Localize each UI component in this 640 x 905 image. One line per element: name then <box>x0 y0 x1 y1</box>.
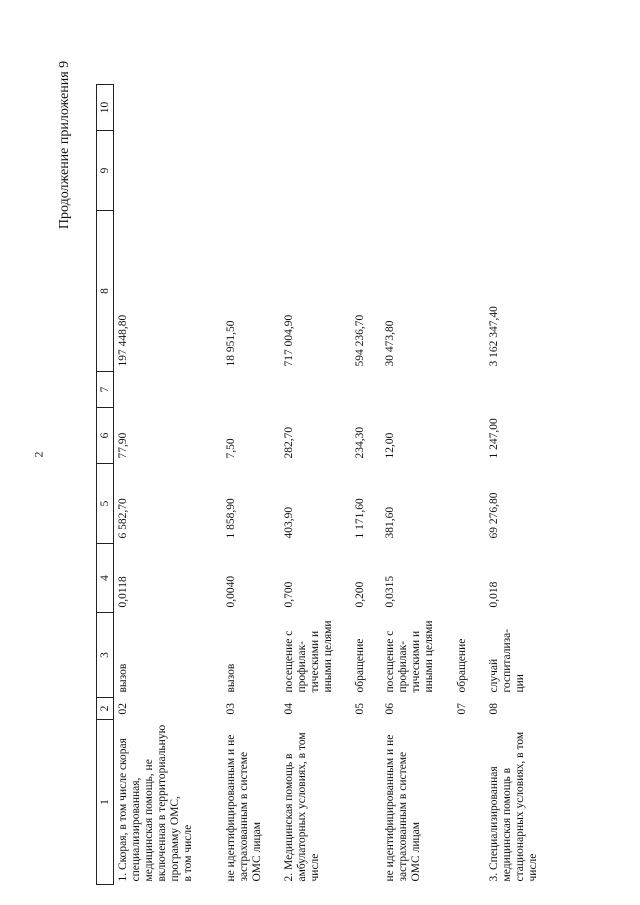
row-c8: 3 162 347,40 <box>487 306 500 367</box>
table-row <box>280 85 351 885</box>
row-c10 <box>280 85 351 131</box>
row-c9 <box>485 131 555 211</box>
col-header: 3 <box>97 613 114 698</box>
row-c4: 0,018 <box>487 581 500 608</box>
row-c4: 0,0315 <box>383 575 396 608</box>
row-c9 <box>381 131 453 211</box>
row-code: 05 <box>353 703 366 715</box>
row-c5: 1 171,60 <box>353 498 366 539</box>
row-name: 2. Медицинская помощь в амбулаторных условиях, в том числе <box>282 732 321 882</box>
col-header: 8 <box>97 211 114 372</box>
row-unit: вызов <box>117 663 129 693</box>
col-header: 9 <box>97 131 114 211</box>
row-c9 <box>114 131 222 211</box>
row-code: 03 <box>224 703 237 715</box>
col-header: 4 <box>97 544 114 613</box>
row-c7 <box>453 372 485 408</box>
row-c10 <box>485 85 555 131</box>
col-header: 2 <box>97 698 114 720</box>
row-c4 <box>453 544 485 613</box>
col-header: 5 <box>97 464 114 544</box>
table-row <box>485 85 555 885</box>
row-c5: 381,60 <box>383 506 396 539</box>
row-c6: 234,30 <box>353 426 366 459</box>
row-name: 3. Специализированная медицинская помощь в стационарных условиях, в том числе <box>487 731 539 882</box>
row-c8 <box>453 211 485 372</box>
row-c9 <box>280 131 351 211</box>
row-c8: 30 473,80 <box>383 320 396 367</box>
row-unit: обращение <box>353 638 366 693</box>
row-name <box>453 720 485 885</box>
row-c9 <box>351 131 381 211</box>
row-c5: 403,90 <box>282 506 295 539</box>
row-c7 <box>222 372 280 408</box>
row-c10 <box>114 85 222 131</box>
row-c4: 0,0118 <box>117 576 129 608</box>
row-c5: 1 858,90 <box>224 498 237 539</box>
row-c9 <box>222 131 280 211</box>
row-c6: 1 247,00 <box>487 418 500 459</box>
row-c8: 594 236,70 <box>353 314 366 367</box>
row-c5 <box>453 464 485 544</box>
row-c6: 77,90 <box>117 432 129 459</box>
row-c5: 69 276,80 <box>487 492 500 539</box>
row-c8: 18 951,50 <box>224 320 237 367</box>
row-code: 04 <box>282 703 295 715</box>
row-c10 <box>453 85 485 131</box>
row-unit: посещение с профилак-тическими и иными целями <box>282 620 334 693</box>
continuation-label: Продолжение приложения 9 <box>57 60 72 230</box>
row-c6 <box>453 408 485 464</box>
row-name: не идентифицированным и не застрахованным в системе ОМС лицам <box>383 734 422 882</box>
row-name <box>351 720 381 885</box>
row-name: 1. Скорая, в том числе скорая специализированная, медицинская помощь, не включенная в территориальную программу ОМС, <box>117 724 181 882</box>
row-c8: 197 448,80 <box>117 314 129 367</box>
row-c8: 717 004,90 <box>282 314 295 367</box>
row-c4: 0,0040 <box>224 575 237 608</box>
row-c7 <box>381 372 453 408</box>
table-row <box>453 85 485 885</box>
header-row <box>97 85 114 885</box>
row-c7 <box>114 372 222 408</box>
row-code: 06 <box>383 703 396 715</box>
row-c7 <box>485 372 555 408</box>
row-name-sub: в том числе <box>182 824 194 882</box>
row-c6: 12,00 <box>383 432 396 459</box>
row-c6: 7,50 <box>224 438 237 459</box>
row-code: 08 <box>487 703 500 715</box>
row-c7 <box>280 372 351 408</box>
row-c4: 0,200 <box>353 581 366 608</box>
col-header: 1 <box>97 720 114 885</box>
row-c9 <box>453 131 485 211</box>
row-c6: 282,70 <box>282 426 295 459</box>
row-c10 <box>222 85 280 131</box>
data-table <box>96 84 555 885</box>
col-header: 6 <box>97 408 114 464</box>
col-header: 10 <box>97 85 114 131</box>
row-code: 07 <box>455 703 468 715</box>
table-row <box>114 85 222 885</box>
row-c4: 0,700 <box>282 581 295 608</box>
row-unit: посещение с профилак-тическими и иными целями <box>383 620 435 693</box>
table-row <box>381 85 453 885</box>
row-c10 <box>351 85 381 131</box>
table-row <box>351 85 381 885</box>
row-unit: случай госпитализа-ции <box>487 628 526 693</box>
page-number: 2 <box>31 451 46 458</box>
row-name: не идентифицированным и не застрахованным в системе ОМС лицам <box>224 734 263 882</box>
rotated-table-container <box>96 85 626 885</box>
row-c5: 6 582,70 <box>117 498 129 539</box>
row-name-cell <box>114 720 222 885</box>
table-row <box>222 85 280 885</box>
row-code: 02 <box>117 703 129 715</box>
col-header: 7 <box>97 372 114 408</box>
row-c7 <box>351 372 381 408</box>
row-unit: вызов <box>224 663 237 693</box>
row-c10 <box>381 85 453 131</box>
row-unit: обращение <box>455 638 468 693</box>
